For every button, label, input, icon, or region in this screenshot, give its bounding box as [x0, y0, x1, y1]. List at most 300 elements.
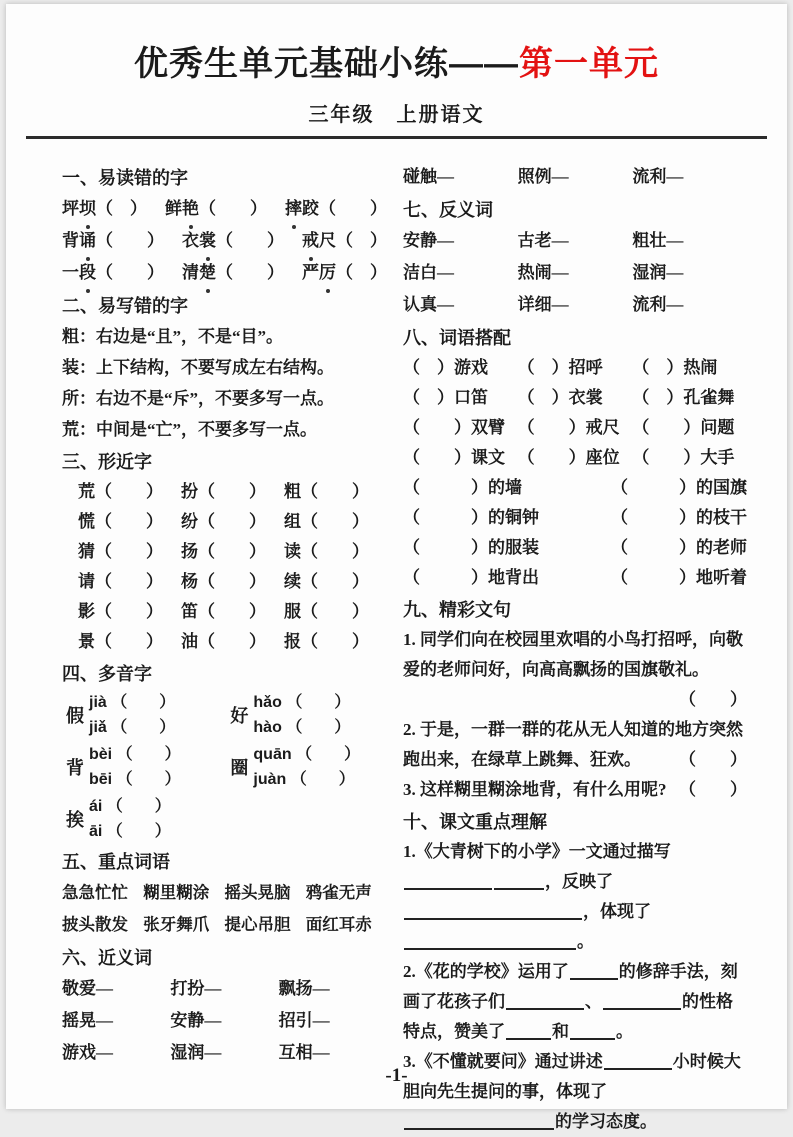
answer-paren: （ ）	[301, 511, 369, 531]
section-1-heading: 一、易读错的字	[62, 167, 188, 188]
comprehension-text: 。	[616, 1021, 633, 1041]
char-item	[78, 537, 181, 567]
collocation-row	[403, 353, 747, 383]
char-item	[78, 597, 181, 627]
comprehension-text: 和	[552, 1021, 569, 1041]
miswrite-note: 所：右边不是“斥”，不要多写一点。	[62, 388, 334, 408]
fill-blank	[404, 905, 582, 920]
answer-paren: （ ）	[95, 511, 163, 531]
answer-paren: （ ）	[301, 571, 369, 591]
word-item	[182, 225, 284, 257]
char-text: 荒	[78, 481, 95, 501]
answer-paren: （ ）	[198, 541, 266, 561]
answer-paren: （ ）	[216, 230, 284, 250]
answer-paren: （ ）	[611, 507, 696, 527]
answer-paren: （ ）	[403, 357, 454, 377]
collocation-item	[403, 353, 518, 383]
char-text: 杨	[181, 571, 198, 591]
section-8-heading: 八、词语搭配	[403, 327, 511, 348]
pinyin-text: ái	[89, 797, 103, 815]
pinyin-text: hào	[253, 718, 282, 736]
synonym-item: 游戏—	[62, 1042, 113, 1062]
polyphone-char: 好	[230, 705, 249, 726]
comprehension-text: 小时候大胆向先生提问的事，体现了	[403, 1051, 741, 1101]
answer-paren: （ ）	[403, 447, 471, 467]
char-item	[284, 507, 387, 537]
char-item	[78, 477, 181, 507]
comprehension-item	[403, 1047, 747, 1137]
answer-paren: （ ）	[96, 198, 147, 218]
antonym-item: 安静—	[403, 230, 454, 250]
answer-paren: （ ）	[198, 631, 266, 651]
char-text: 扬	[181, 541, 198, 561]
pinyin-option	[89, 767, 181, 792]
section-9-heading: 九、精彩文句	[403, 599, 511, 620]
collocation-item	[403, 563, 539, 593]
answer-paren: （ ）	[301, 601, 369, 621]
collocation-row	[403, 383, 747, 413]
section-5-heading: 五、重点词语	[62, 851, 170, 872]
key-word: 提心吊胆	[224, 914, 291, 934]
word-text: 清	[182, 262, 199, 282]
synonym-item: 互相—	[278, 1042, 330, 1062]
sentence-text: 2. 于是，一群一群的花从无人知道的地方突然跑出来，在绿草上跳舞、狂欢。	[403, 719, 743, 769]
antonym-item: 洁白—	[403, 262, 454, 282]
collocation-word: 双臂	[471, 417, 505, 437]
section-6-heading: 六、近义词	[62, 947, 152, 968]
char-item	[78, 507, 181, 537]
worksheet-page	[6, 4, 787, 1131]
answer-paren: （ ）	[403, 507, 488, 527]
collocation-word: 的老师	[696, 537, 747, 557]
comprehension-text: 的性格特点，赞美了	[403, 991, 733, 1041]
synonym-item: 碰触—	[403, 166, 454, 186]
antonym-item: 详细—	[517, 294, 569, 314]
answer-paren: （ ）	[96, 262, 164, 282]
key-words-row	[62, 877, 387, 909]
answer-paren: （ ）	[517, 357, 569, 377]
char-item	[284, 537, 387, 567]
polyphone-group	[66, 793, 230, 845]
answer-paren: （ ）	[517, 447, 586, 467]
polyphone-group	[66, 689, 230, 741]
collocation-item	[403, 413, 518, 443]
fill-blank	[603, 995, 681, 1010]
pinyin-text: juàn	[253, 770, 287, 788]
answer-paren: （ ）	[95, 541, 163, 561]
pinyin-text: jiǎ	[89, 718, 107, 736]
key-words-row	[62, 909, 387, 941]
char-text: 景	[78, 631, 95, 651]
char-text: 慌	[78, 511, 95, 531]
comprehension-text: 的学习态度。	[555, 1111, 657, 1131]
left-column	[62, 161, 387, 1137]
collocation-word: 口笛	[454, 387, 488, 407]
word-emphasis: 厉	[319, 257, 336, 289]
pinyin-option	[253, 690, 350, 715]
comprehension-text: 3.《不懂就要问》通过讲述	[403, 1051, 603, 1071]
char-item	[78, 627, 181, 657]
antonym-row	[403, 289, 747, 321]
char-text: 猜	[78, 541, 95, 561]
word-item	[165, 193, 267, 225]
pinyin-text: bēi	[89, 770, 113, 788]
char-item	[181, 627, 284, 657]
answer-paren: （ ）	[296, 745, 361, 763]
char-text: 续	[284, 571, 301, 591]
answer-paren: （ ）	[301, 541, 369, 561]
key-word: 鸦雀无声	[305, 882, 372, 902]
collocation-row	[403, 413, 747, 443]
collocation-word: 戒尺	[585, 417, 620, 437]
synonym-row	[62, 973, 387, 1005]
collocation-item	[403, 443, 518, 473]
comprehension-item	[403, 957, 747, 1047]
collocation-word: 大手	[700, 447, 735, 467]
polyphone-char: 背	[66, 757, 84, 778]
antonym-item: 湿润—	[632, 262, 684, 282]
fill-blank	[404, 935, 576, 950]
answer-paren: （ ）	[95, 631, 163, 651]
key-word: 张牙舞爪	[143, 914, 210, 934]
comprehension-text: ，体现了	[583, 901, 651, 921]
similar-char-row	[62, 597, 387, 627]
pinyin-option	[253, 742, 360, 767]
collocation-item	[632, 353, 747, 383]
polyphone-empty-cell	[230, 793, 387, 845]
pinyin-option	[253, 767, 360, 792]
miswrite-note: 荒：中间是“亡”，不要多写一点。	[62, 419, 317, 439]
answer-paren: （ ）	[403, 417, 471, 437]
polyphone-group	[230, 689, 387, 741]
word-text: 跤	[302, 198, 319, 218]
pinyin-text: quān	[253, 745, 292, 763]
answer-paren: （ ）	[632, 417, 701, 437]
polyphone-char: 圈	[230, 757, 249, 778]
key-word: 面红耳赤	[305, 914, 372, 934]
section-4-heading: 四、多音字	[62, 663, 152, 684]
sentence-item	[403, 715, 747, 775]
similar-char-row	[62, 537, 387, 567]
fill-blank	[404, 875, 492, 890]
char-text: 请	[78, 571, 95, 591]
pinyin-option	[89, 794, 171, 819]
answer-paren: （ ）	[199, 198, 267, 218]
word-item	[285, 193, 387, 225]
polyphone-group	[66, 741, 230, 793]
collocation-row-2col	[403, 533, 747, 563]
collocation-word: 地听着	[696, 567, 747, 587]
collocation-word: 问题	[700, 417, 735, 437]
answer-paren: （ ）	[96, 230, 164, 250]
pinyin-option	[89, 715, 175, 740]
char-text: 扮	[181, 481, 198, 501]
polyphone-char: 假	[66, 705, 84, 726]
antonym-item: 热闹—	[517, 262, 569, 282]
char-text: 影	[78, 601, 95, 621]
polyphone-group	[230, 741, 387, 793]
char-text: 读	[284, 541, 301, 561]
char-item	[284, 597, 387, 627]
fill-blank	[404, 1115, 554, 1130]
char-text: 组	[284, 511, 301, 531]
synonym-item: 打扮—	[170, 978, 222, 998]
section-10-heading: 十、课文重点理解	[403, 811, 547, 832]
answer-paren: （ ）	[611, 567, 696, 587]
answer-paren: （ ）	[301, 631, 369, 651]
fill-blank	[570, 1025, 615, 1040]
fill-blank	[570, 965, 618, 980]
word-emphasis: 艳	[182, 193, 199, 225]
collocation-word: 招呼	[568, 357, 603, 377]
char-text: 粗	[284, 481, 301, 501]
collocation-item	[403, 383, 518, 413]
antonym-item: 古老—	[517, 230, 569, 250]
answer-paren: （ ）	[286, 693, 351, 711]
answer-paren: （ ）	[198, 601, 266, 621]
collocation-word: 热闹	[683, 357, 718, 377]
antonym-item: 粗壮—	[632, 230, 684, 250]
word-item	[62, 225, 164, 257]
char-item	[181, 507, 284, 537]
sentence-text: 3. 这样糊里糊涂地背，有什么用呢?	[403, 779, 667, 799]
miswrite-note: 装：上下结构，不要写成左右结构。	[62, 357, 334, 377]
word-emphasis: 段	[79, 257, 96, 289]
pinyin-option	[89, 690, 175, 715]
sentence-item	[403, 775, 747, 805]
collocation-item	[632, 383, 747, 413]
answer-paren: （ ）	[679, 749, 747, 769]
collocation-word: 的国旗	[696, 477, 747, 497]
char-item	[284, 477, 387, 507]
answer-paren: （ ）	[111, 693, 176, 711]
collocation-item	[403, 533, 539, 563]
answer-paren: （ ）	[116, 770, 181, 788]
answer-paren: （ ）	[111, 718, 176, 736]
answer-paren: （ ）	[632, 447, 701, 467]
pinyin-text: āi	[89, 822, 103, 840]
word-text: 尺	[319, 230, 336, 250]
collocation-item	[632, 413, 747, 443]
char-item	[181, 567, 284, 597]
pinyin-text: hǎo	[253, 693, 282, 711]
answer-paren: （ ）	[95, 571, 163, 591]
collocation-item	[611, 473, 747, 503]
char-item	[181, 597, 284, 627]
collocation-item	[632, 443, 747, 473]
char-text: 油	[181, 631, 198, 651]
synonym-item: 流利—	[632, 166, 684, 186]
key-word: 急急忙忙	[62, 882, 128, 902]
char-text: 服	[284, 601, 301, 621]
answer-paren: （ ）	[198, 571, 266, 591]
key-word: 披头散发	[62, 914, 128, 934]
word-item	[62, 193, 147, 225]
fill-blank	[506, 1025, 551, 1040]
pinyin-option	[89, 742, 181, 767]
comprehension-text: 2.《花的学校》运用了	[403, 961, 569, 981]
comprehension-text: 的修辞手法，刻画了花孩子们	[403, 961, 738, 1011]
misread-row	[62, 225, 387, 257]
similar-char-row	[62, 507, 387, 537]
pinyin-option	[89, 819, 171, 844]
collocation-item	[611, 503, 747, 533]
synonym-row	[62, 1005, 387, 1037]
collocation-word: 孔雀舞	[683, 387, 735, 407]
collocation-row	[403, 443, 747, 473]
answer-paren: （ ）	[679, 779, 747, 799]
pinyin-text: jià	[89, 693, 107, 711]
answer-paren: （ ）	[403, 537, 488, 557]
collocation-word: 课文	[471, 447, 505, 467]
synonym-item: 安静—	[170, 1010, 222, 1030]
page-title-black: 优秀生单元基础小练——	[134, 45, 519, 83]
collocation-word: 地背出	[488, 567, 539, 587]
answer-paren: （ ）	[95, 601, 163, 621]
answer-paren: （ ）	[198, 511, 266, 531]
page-number: -1-	[385, 1065, 408, 1086]
antonym-row	[403, 257, 747, 289]
comprehension-item	[403, 837, 747, 957]
answer-paren: （ ）	[95, 481, 163, 501]
key-word: 糊里糊涂	[143, 882, 210, 902]
synonym-item: 敬爱—	[62, 978, 113, 998]
comprehension-text: ，反映了	[545, 871, 613, 891]
word-item	[302, 225, 387, 257]
word-text: 鲜	[165, 198, 182, 218]
char-item	[181, 537, 284, 567]
char-text: 纷	[181, 511, 198, 531]
page-title	[6, 44, 787, 85]
antonym-item: 流利—	[632, 294, 684, 314]
word-item	[302, 257, 387, 289]
synonym-item: 飘扬—	[278, 978, 330, 998]
two-column-layout	[6, 139, 787, 1137]
polyphone-char: 挨	[66, 809, 84, 830]
answer-paren: （ ）	[517, 387, 569, 407]
word-emphasis: 坝	[79, 193, 96, 225]
similar-char-row	[62, 627, 387, 657]
collocation-word: 衣裳	[568, 387, 603, 407]
miswrite-note: 粗：右边是“且”，不是“目”。	[62, 326, 283, 346]
answer-paren: （ ）	[679, 689, 747, 709]
collocation-item	[518, 413, 633, 443]
misread-row	[62, 193, 387, 225]
char-item	[284, 627, 387, 657]
collocation-item	[611, 533, 747, 563]
fill-blank	[494, 875, 544, 890]
answer-paren: （ ）	[611, 477, 696, 497]
sentence-text: 1. 同学们向在校园里欢唱的小鸟打招呼，向敬爱的老师问好，向高高飘扬的国旗敬礼。	[403, 629, 743, 679]
word-text: 坪	[62, 198, 79, 218]
word-text: 一	[62, 262, 79, 282]
answer-paren: （ ）	[403, 387, 454, 407]
synonym-item: 湿润—	[170, 1042, 222, 1062]
answer-paren: （ ）	[403, 477, 488, 497]
word-item	[62, 257, 164, 289]
misread-row	[62, 257, 387, 289]
collocation-row-2col	[403, 563, 747, 593]
answer-paren: （ ）	[336, 262, 387, 282]
similar-char-row	[62, 567, 387, 597]
fill-blank	[506, 995, 584, 1010]
similar-char-row	[62, 477, 387, 507]
answer-paren: （ ）	[106, 822, 171, 840]
polyphone-grid	[62, 689, 387, 845]
pinyin-option	[253, 715, 350, 740]
word-emphasis: 裳	[199, 225, 216, 257]
word-emphasis: 摔	[285, 193, 302, 225]
answer-paren: （ ）	[517, 417, 586, 437]
answer-paren: （ ）	[611, 537, 696, 557]
collocation-item	[403, 503, 539, 533]
antonym-row	[403, 225, 747, 257]
synonym-item: 照例—	[517, 166, 569, 186]
answer-paren: （ ）	[216, 262, 284, 282]
collocation-row-2col	[403, 473, 747, 503]
char-item	[78, 567, 181, 597]
char-text: 报	[284, 631, 301, 651]
synonym-overflow-row	[403, 161, 747, 193]
comprehension-text: 。	[577, 931, 594, 951]
word-item	[182, 257, 284, 289]
synonym-row	[62, 1037, 387, 1069]
collocation-row-2col	[403, 503, 747, 533]
synonym-item: 摇晃—	[62, 1010, 113, 1030]
char-item	[181, 477, 284, 507]
collocation-word: 游戏	[454, 357, 488, 377]
word-text: 衣	[182, 230, 199, 250]
answer-paren: （ ）	[403, 567, 488, 587]
word-text: 严	[302, 262, 319, 282]
collocation-word: 的服装	[488, 537, 539, 557]
answer-paren: （ ）	[632, 357, 684, 377]
word-emphasis: 楚	[199, 257, 216, 289]
section-2-heading: 二、易写错的字	[62, 295, 188, 316]
collocation-word: 的枝干	[696, 507, 747, 527]
answer-paren: （ ）	[301, 481, 369, 501]
section-3-heading: 三、形近字	[62, 451, 152, 472]
collocation-item	[518, 383, 633, 413]
antonym-item: 认真—	[403, 294, 454, 314]
collocation-word: 座位	[585, 447, 620, 467]
synonym-item: 招引—	[278, 1010, 330, 1030]
collocation-item	[611, 563, 747, 593]
comprehension-text: 1.《大青树下的小学》一文通过描写	[403, 841, 671, 861]
collocation-word: 的墙	[488, 477, 522, 497]
sentence-item	[403, 625, 747, 715]
collocation-item	[403, 473, 522, 503]
collocation-word: 的铜钟	[488, 507, 539, 527]
answer-paren: （ ）	[106, 797, 171, 815]
collocation-item	[518, 443, 633, 473]
answer-paren: （ ）	[319, 198, 387, 218]
answer-paren: （ ）	[286, 718, 351, 736]
page-title-unit-red: 第一单元	[519, 45, 659, 83]
pinyin-text: bèi	[89, 745, 113, 763]
collocation-item	[518, 353, 633, 383]
comprehension-text: 、	[585, 991, 602, 1011]
right-column	[403, 161, 747, 1137]
answer-paren: （ ）	[116, 745, 181, 763]
key-word: 摇头晃脑	[224, 882, 291, 902]
answer-paren: （ ）	[198, 481, 266, 501]
section-7-heading: 七、反义词	[403, 199, 493, 220]
word-emphasis: 戒	[302, 225, 319, 257]
answer-paren: （ ）	[336, 230, 387, 250]
answer-paren: （ ）	[290, 770, 355, 788]
page-subtitle: 三年级 上册语文	[308, 103, 485, 126]
